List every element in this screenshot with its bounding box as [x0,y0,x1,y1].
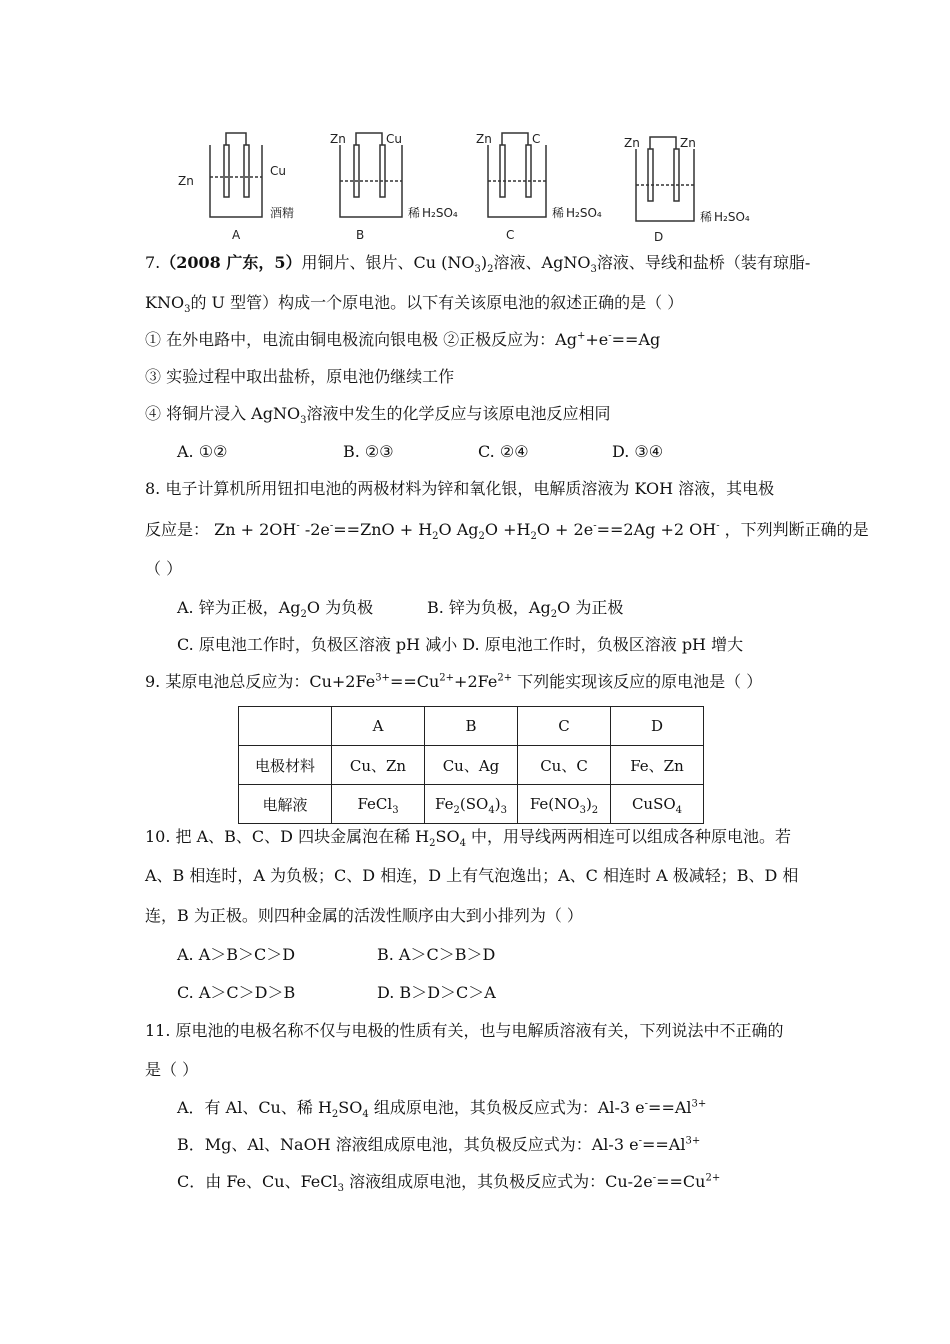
q7-statement-3: ③ 实验过程中取出盐桥，原电池仍继续工作 [145,367,455,386]
q7-line-2: $KNO_3$的 U 型管）构成一个原电池。以下有关该原电池的叙述正确的是（ ） [145,293,684,316]
table-cell: Fe、Zn [611,746,704,785]
table-cell: Cu、Ag [425,746,518,785]
cell-a-left-label: Zn [178,174,194,188]
q8-line-2: 反应是： Zn + 2OH- $-2e^-==ZnO + H_2O$ $Ag_2O +H_2O + 2e^-==2Ag +2$ OH- ，下列判断正确的是 [145,520,869,543]
cell-c-liquid-label: 稀 [552,206,565,220]
q8-option-a: A. 锌为正极，$Ag_2O$ 为负极 [177,598,374,621]
q8-line-3: （ ） [145,559,183,578]
cell-a-liquid-label: 酒精 [270,206,295,220]
q11-option-b: B．Mg、Al、NaOH 溶液组成原电池，其负极反应式为：Al-3 $e^-==Al^{3+}$ [177,1135,701,1154]
galvanic-cells-figure [170,125,770,245]
q11-line-2: 是（ ） [145,1060,199,1079]
q11-line-1: 11. 原电池的电极名称不仅与电极的性质有关，也与电解质溶液有关，下列说法中不正确的 [145,1021,784,1040]
table-cell: 电极材料 [239,746,332,785]
q9-line: 9. 某原电池总反应为：$Cu+2Fe^{3+}==Cu^{2+}+2Fe^{2+}$ 下列能实现该反应的原电池是（ ） [145,672,763,691]
q10-option-a: A. A＞B＞C＞D [177,945,296,964]
cell-d-liquid-label: 稀 [700,210,713,224]
q7-statement-1: ① 在外电路中，电流由铜电极流向银电极 ②正极反应为：Ag++e-==Ag [145,330,661,349]
cell-d-acid-label: H₂SO₄ [714,210,750,224]
table-cell [239,707,332,746]
cell-d-left-label: Zn [624,136,640,150]
q7-statement-4: ④ 将铜片浸入 AgNO$_3$溶液中发生的化学反应与该原电池反应相同 [145,404,611,427]
table-cell: CuSO$_4$ [611,785,704,824]
q10-line-2: A、B 相连时，A 为负极；C、D 相连，D 上有气泡逸出；A、C 相连时 A 极减轻；B、D 相 [145,866,799,885]
cell-d-right-label: Zn [680,136,696,150]
cell-c-left-label: Zn [476,132,492,146]
cell-b-acid-label: H₂SO₄ [422,206,458,220]
cell-b-caption: B [356,228,365,242]
q8-option-b: B. 锌为负极，$Ag_2O$ 为正极 [427,598,624,621]
table-cell: Cu、C [518,746,611,785]
cell-d-caption: D [654,230,664,244]
cell-c-acid-label: H₂SO₄ [566,206,602,220]
q7-option-d: D. ③④ [612,442,664,461]
cell-a [210,133,262,217]
q7-option-a: A. ①② [177,442,228,461]
cell-a-right-label: Cu [270,164,286,178]
table-cell: Cu、Zn [332,746,425,785]
table-cell: D [611,707,704,746]
table-cell: A [332,707,425,746]
q7-line-1: 7.（2008 广东，5）用铜片、银片、Cu $(NO_3)_2$溶液、AgNO$_3$溶液、导线和盐桥（装有琼脂- [145,253,811,276]
q10-option-d: D. B＞D＞C＞A [377,983,496,1002]
cell-b-right-label: Cu [386,132,402,146]
q10-line-3: 连，B 为正极。则四种金属的活泼性顺序由大到小排列为（ ） [145,906,583,925]
cell-c-caption: C [506,228,515,242]
table-cell: B [425,707,518,746]
table-row [239,746,704,785]
q8-line-1: 8. 电子计算机所用钮扣电池的两极材料为锌和氧化银，电解质溶液为 KOH 溶液，其电极 [145,479,775,498]
q10-option-b: B. A＞C＞B＞D [377,945,496,964]
table-cell: $Fe(NO_3)_2$ [518,785,611,824]
q7-option-b: B. ②③ [343,442,394,461]
table-cell: $Fe_2(SO_4)_3$ [425,785,518,824]
cell-b-liquid-label: 稀 [408,206,421,220]
table-row [239,707,704,746]
cell-b-left-label: Zn [330,132,346,146]
table-cell: C [518,707,611,746]
table-cell: FeCl$_3$ [332,785,425,824]
q10-line-1: 10. 把 A、B、C、D 四块金属泡在稀 $H_2SO_4$ 中，用导线两两相连可以组成各种原电池。若 [145,827,792,850]
table-cell: 电解液 [239,785,332,824]
cell-a-caption: A [232,228,241,242]
table-row [239,785,704,824]
q10-option-c: C. A＞C＞D＞B [177,983,296,1002]
q11-option-a: A．有 Al、Cu、稀 $H_2SO_4$ 组成原电池，其负极反应式为：Al-3 $e^-==Al^{3+}$ [177,1098,707,1121]
cell-c-right-label: C [532,132,541,146]
q11-option-c: C．由 Fe、Cu、FeCl$_3$ 溶液组成原电池，其负极反应式为：$Cu-2e^-==Cu^{2+}$ [177,1172,721,1195]
q7-option-c: C. ②④ [478,442,529,461]
q8-options-cd: C. 原电池工作时，负极区溶液 pH 减小 D. 原电池工作时，负极区溶液 pH 增大 [177,635,744,654]
q9-table [238,706,704,824]
